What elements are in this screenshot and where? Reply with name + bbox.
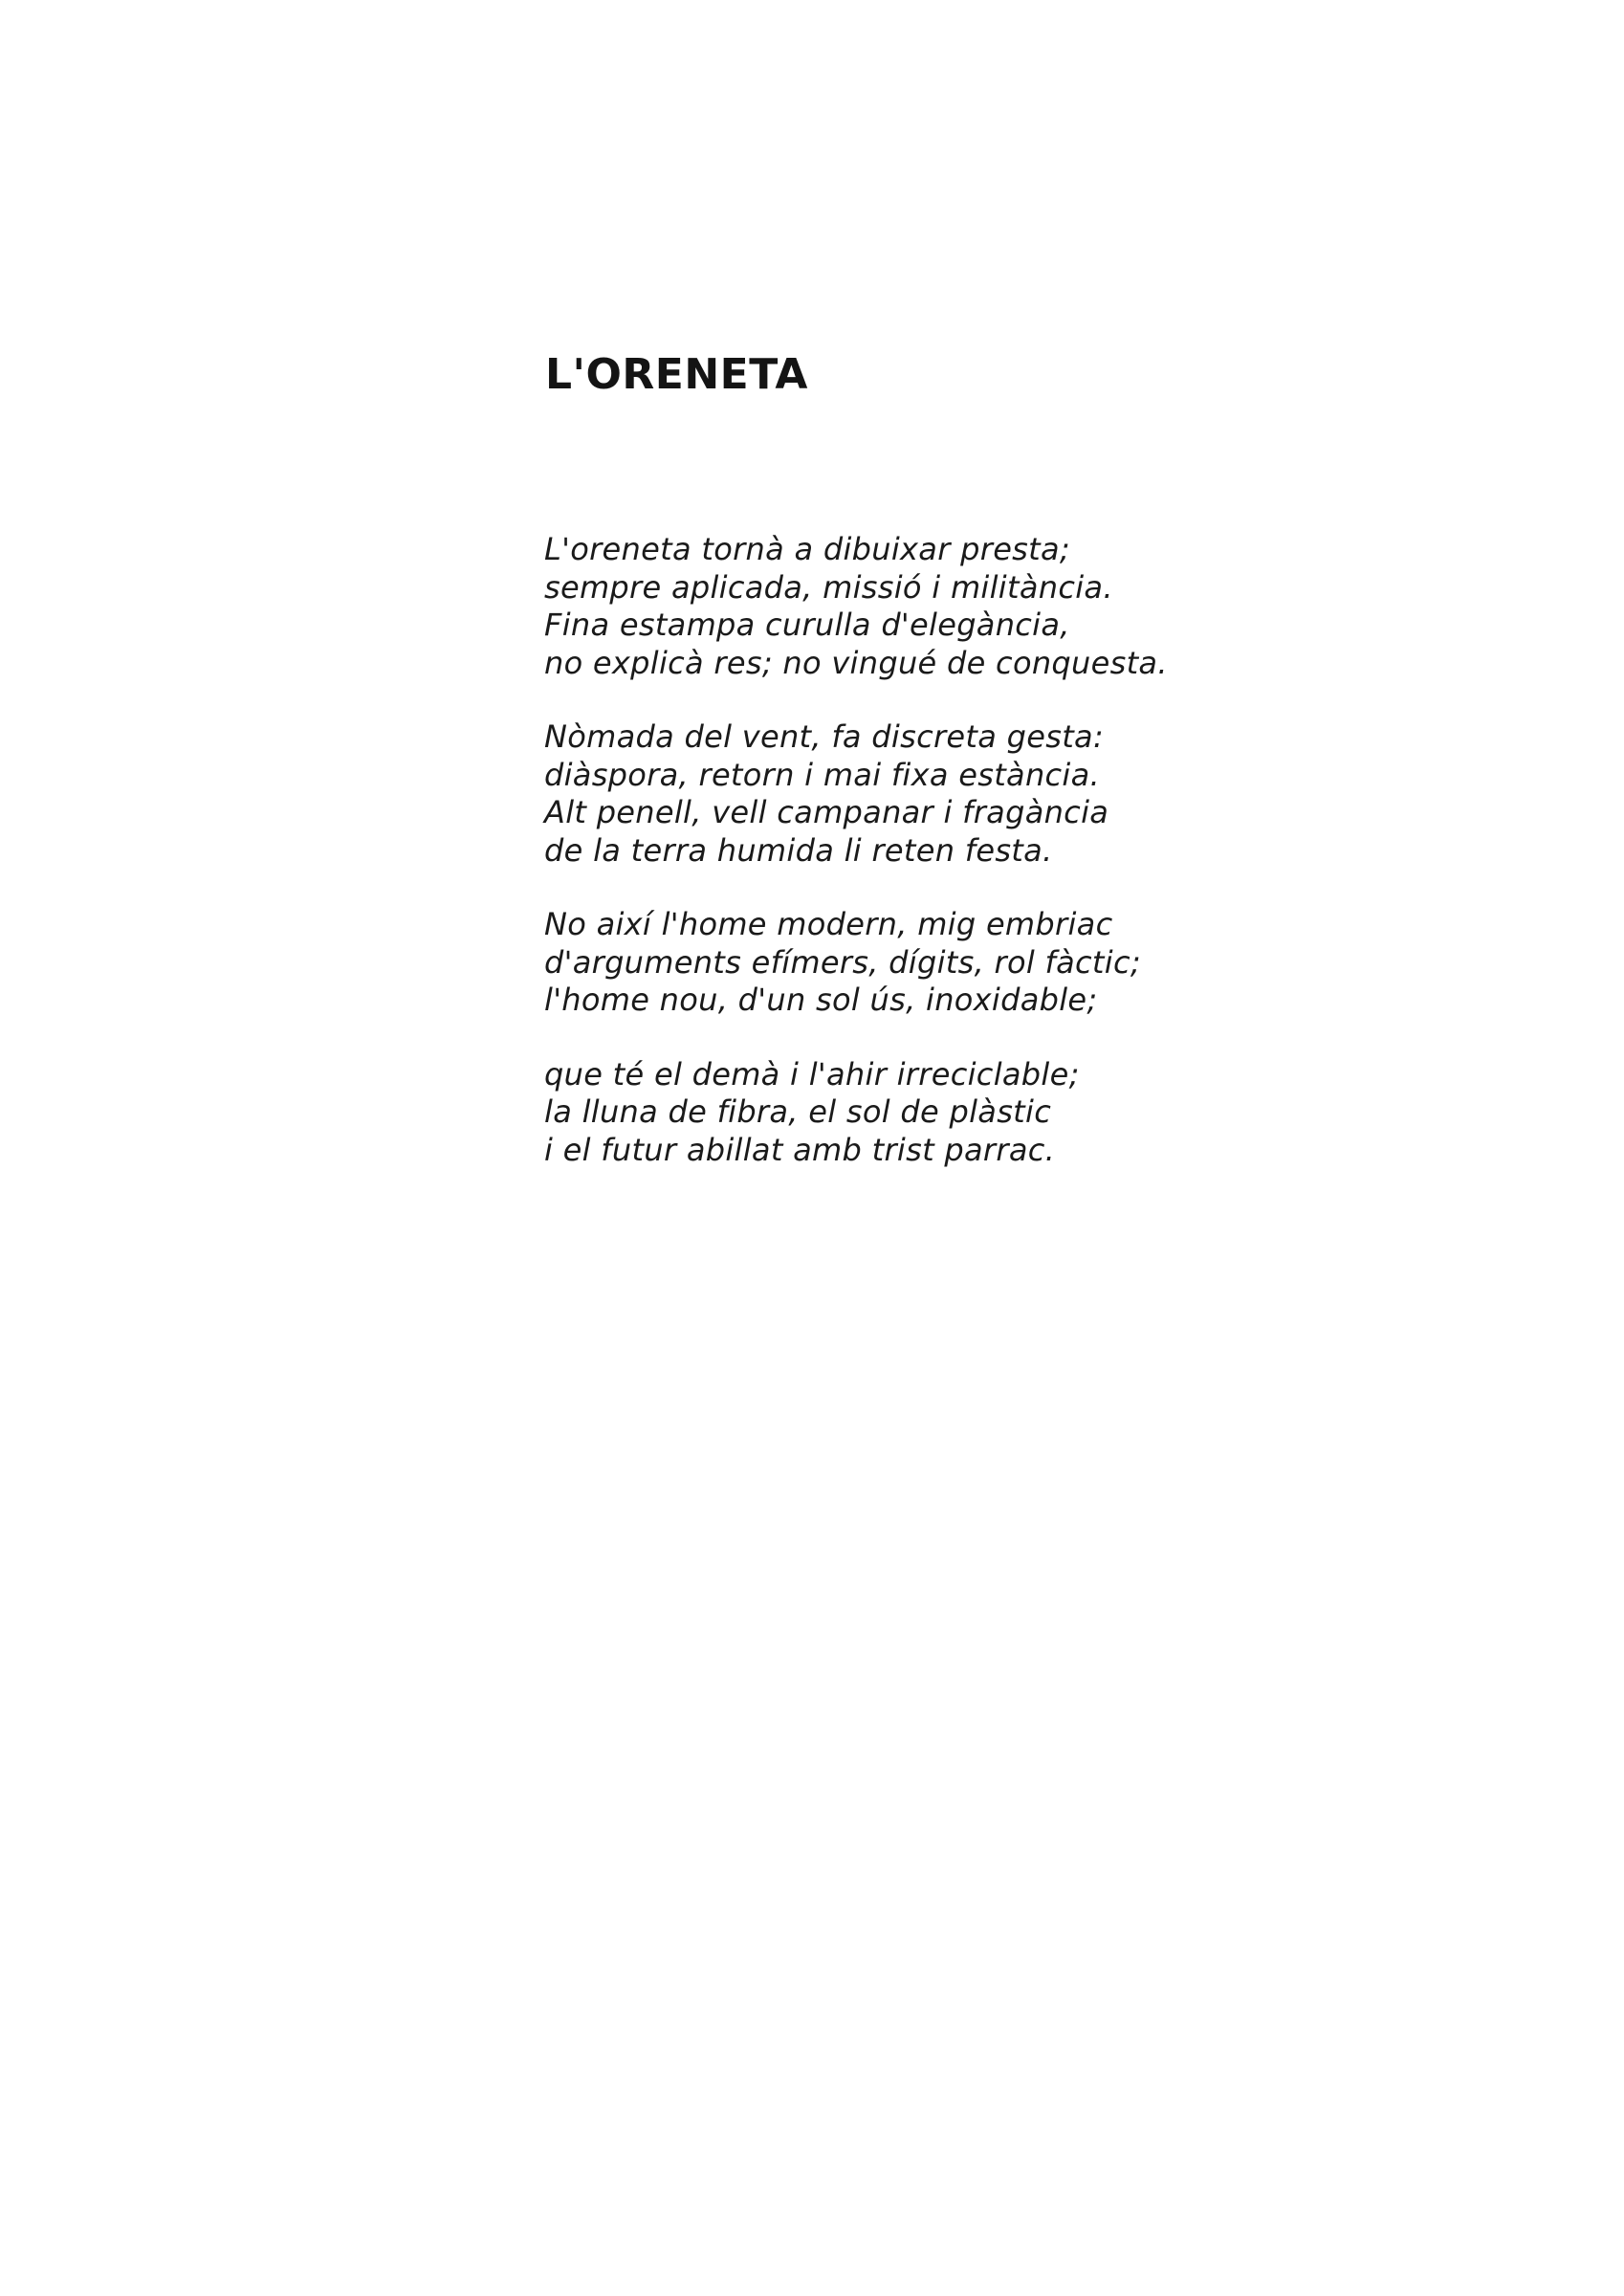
verse-line: la lluna de fibra, el sol de plàstic: [544, 1093, 1052, 1130]
poem-body: [544, 531, 1168, 1205]
stanza-3: [544, 906, 1168, 1020]
verse-line: Nòmada del vent, fa discreta gesta:: [544, 718, 1105, 755]
verse-line: d'arguments efímers, dígits, rol fàctic;: [544, 943, 1141, 981]
verse-line: l'home nou, d'un sol ús, inoxidable;: [544, 982, 1098, 1018]
verse-line: sempre aplicada, missió i militància.: [544, 568, 1113, 606]
verse-line: i el futur abillat amb trist parrac.: [544, 1131, 1056, 1168]
poem-title: L'ORENETA: [545, 350, 808, 399]
stanza-2: [544, 718, 1168, 870]
verse-line: que té el demà i l'ahir irreciclable;: [544, 1055, 1080, 1093]
verse-line: Fina estampa curulla d'elegància,: [544, 607, 1070, 643]
verse-line: no explicà res; no vingué de conquesta.: [544, 644, 1168, 681]
verse-line: de la terra humida li reten festa.: [544, 831, 1053, 869]
verse-line: L'oreneta tornà a dibuixar presta;: [544, 531, 1070, 567]
verse-line: diàspora, retorn i mai fixa estància.: [544, 756, 1101, 793]
verse-line: Alt penell, vell campanar i fragància: [544, 794, 1109, 830]
stanza-4: [544, 1056, 1168, 1170]
verse-line: No així l'home modern, mig embriac: [544, 906, 1113, 942]
stanza-1: [544, 531, 1168, 682]
